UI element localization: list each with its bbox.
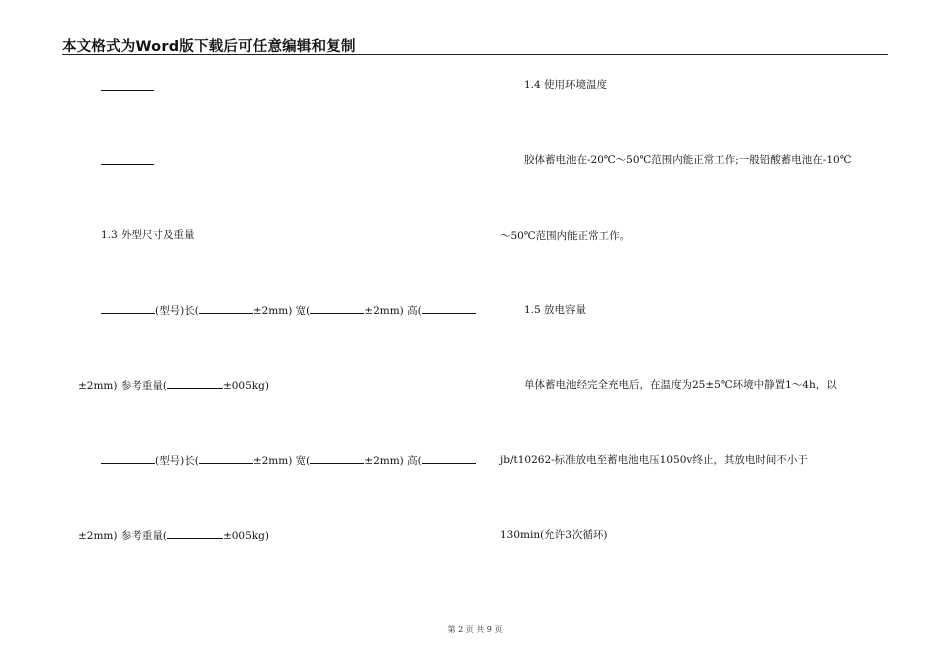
weight-tolerance: ±005kg)	[222, 380, 269, 392]
blank-line	[101, 90, 154, 91]
header-rule	[62, 54, 888, 55]
model-blank	[101, 453, 155, 464]
paragraph-line: 胶体蓄电池在-20℃～50℃范围内能正常工作;一般铅酸蓄电池在-10℃	[524, 154, 852, 166]
width-label: 宽(	[295, 305, 311, 317]
paragraph-line: jb/t10262-标准放电至蓄电池电压1050v终止，其放电时间不小于	[500, 454, 808, 466]
model-label: (型号)	[155, 305, 185, 317]
width-tolerance: ±2mm)	[364, 455, 404, 467]
weight-blank	[167, 528, 223, 539]
section-heading-1-3: 1.3 外型尺寸及重量	[101, 229, 195, 241]
height-blank	[422, 303, 476, 314]
height-label: 高(	[407, 305, 422, 317]
length-label: 长(	[184, 305, 199, 317]
paragraph-line: 单体蓄电池经完全充电后，在温度为25±5℃环境中静置1～4h，以	[524, 379, 837, 391]
length-label: 长(	[184, 455, 199, 467]
section-heading-1-4: 1.4 使用环境温度	[524, 79, 608, 91]
header-title: 本文格式为Word版下载后可任意编辑和复制	[62, 39, 356, 55]
width-blank	[310, 303, 364, 314]
weight-label: 参考重量(	[120, 380, 167, 392]
width-blank	[310, 453, 364, 464]
height-blank	[422, 453, 476, 464]
model-blank	[101, 303, 155, 314]
width-tolerance: ±2mm)	[364, 305, 404, 317]
weight-row	[78, 378, 269, 393]
length-blank	[199, 303, 253, 314]
weight-row	[78, 528, 269, 543]
paragraph-line: 130min(允许3次循环)	[500, 529, 608, 541]
weight-tolerance: ±005kg)	[222, 530, 269, 542]
dimension-row	[101, 303, 476, 318]
paragraph-line: ～50℃范围内能正常工作。	[500, 230, 631, 242]
page-number: 第 2 页 共 9 页	[447, 625, 503, 634]
length-tolerance: ±2mm)	[252, 305, 293, 317]
model-label: (型号)	[155, 455, 185, 467]
section-heading-1-5: 1.5 放电容量	[524, 304, 587, 316]
weight-label: 参考重量(	[120, 530, 167, 542]
dimension-row	[101, 453, 476, 468]
blank-line	[101, 164, 154, 165]
weight-blank	[167, 378, 223, 389]
length-tolerance: ±2mm)	[252, 455, 293, 467]
height-tolerance: ±2mm)	[78, 530, 118, 542]
height-tolerance: ±2mm)	[78, 380, 118, 392]
height-label: 高(	[407, 455, 422, 467]
length-blank	[199, 453, 253, 464]
width-label: 宽(	[295, 455, 311, 467]
